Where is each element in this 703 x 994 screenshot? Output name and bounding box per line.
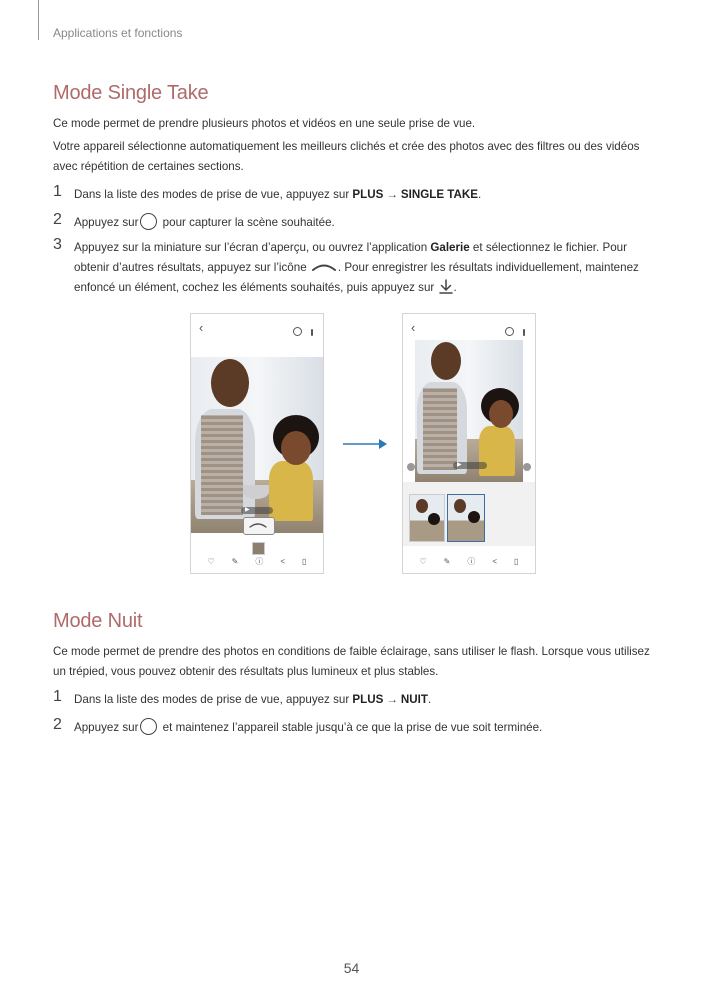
step-number: 2 [53,716,62,733]
back-icon[interactable]: ‹ [199,320,204,335]
flow-arrow-icon [343,437,389,451]
single-take-description: Votre appareil sélectionne automatiquement les meilleurs clichés et crée des photos avec des filtres ou des vidéos avec répétition de certaines sections. [53,140,640,173]
result-thumbnail[interactable] [409,494,445,542]
top-actions [288,323,313,341]
delete-icon[interactable]: ▯ [514,556,519,566]
phone-results-screen [402,313,536,574]
gallery-action-bar [403,549,535,573]
step-text: Dans la liste des modes de prise de vue, appuyez sur [74,693,353,706]
single-take-icon[interactable] [293,327,302,336]
favorite-icon[interactable]: ♡ [207,556,215,566]
main-photo: ▶ [415,340,523,482]
edit-icon[interactable]: ✎ [443,556,451,566]
step-keyword: Galerie [430,241,470,254]
more-options-icon[interactable] [311,329,313,336]
step-keyword: NUIT [400,693,428,706]
favorite-icon[interactable]: ♡ [419,556,427,566]
step-text: Appuyez sur [74,216,139,229]
running-header: Applications et fonctions [53,26,183,40]
arrow-icon: → [386,693,398,706]
swipe-up-curve-icon [244,518,272,532]
step-text: Appuyez sur la miniature sur l’écran d’aperçu, ou ouvrez l’application [74,241,431,254]
step-text: et sélectionnez le fichier. Pour obtenir d’autres résultats, appuyez sur l’icône [74,241,627,274]
share-icon[interactable]: < [492,556,498,566]
night-mode-intro: Ce mode permet de prendre des photos en conditions de faible éclairage, sans utiliser le flash. Lorsque vous utilisez un trépied, vous pouvez obtenir des résultats plus lumineux et plus stables. [53,645,650,678]
step-number: 1 [53,688,62,705]
info-icon[interactable]: ⓘ [255,556,264,566]
page-number: 54 [343,960,360,976]
info-icon[interactable]: ⓘ [467,556,476,566]
more-options-icon[interactable] [523,329,525,336]
gallery-action-bar [191,549,323,573]
step-text: . Pour enregistrer les résultats individuellement, maintenez enfoncé un élément, cochez les éléments souhaités, puis appuyez sur [74,261,639,294]
phone-preview-screen [190,313,324,574]
step-text: Appuyez sur [74,721,139,734]
top-actions [500,323,525,341]
step-text: . [478,188,482,201]
step-keyword: SINGLE TAKE [400,188,479,201]
delete-icon[interactable]: ▯ [302,556,307,566]
step-number: 1 [53,183,62,200]
prev-arrow-icon[interactable] [407,463,415,471]
next-arrow-icon[interactable] [523,463,531,471]
phone-top-bar [191,314,323,344]
step-keyword: PLUS [352,188,384,201]
results-popup[interactable] [243,517,275,535]
back-icon[interactable]: ‹ [411,320,416,335]
share-icon[interactable]: < [280,556,286,566]
night-mode-title: Mode Nuit [53,610,143,632]
single-take-title: Mode Single Take [53,82,209,104]
arrow-icon: → [386,188,398,201]
header-rule [38,0,39,40]
single-take-intro: Ce mode permet de prendre plusieurs photos et vidéos en une seule prise de vue. [53,117,476,130]
download-icon [439,279,453,294]
edit-icon[interactable]: ✎ [231,556,239,566]
step-text: . [427,693,432,706]
single-take-icon[interactable] [505,327,514,336]
step-text: et maintenez l’appareil stable jusqu’à ce que la prise de vue soit terminée. [159,721,543,734]
step-keyword: PLUS [352,693,384,706]
step-text: Dans la liste des modes de prise de vue, appuyez sur [74,188,353,201]
result-thumbnail-selected[interactable] [447,494,485,542]
step-number: 3 [53,236,62,253]
shutter-circle-icon [140,718,157,735]
shutter-circle-icon [140,213,157,230]
step-number: 2 [53,211,62,228]
swipe-up-curve-icon [311,262,337,272]
step-text: . [453,281,457,294]
step-text: pour capturer la scène souhaitée. [159,216,335,229]
preview-photo: ▶ [191,357,323,533]
